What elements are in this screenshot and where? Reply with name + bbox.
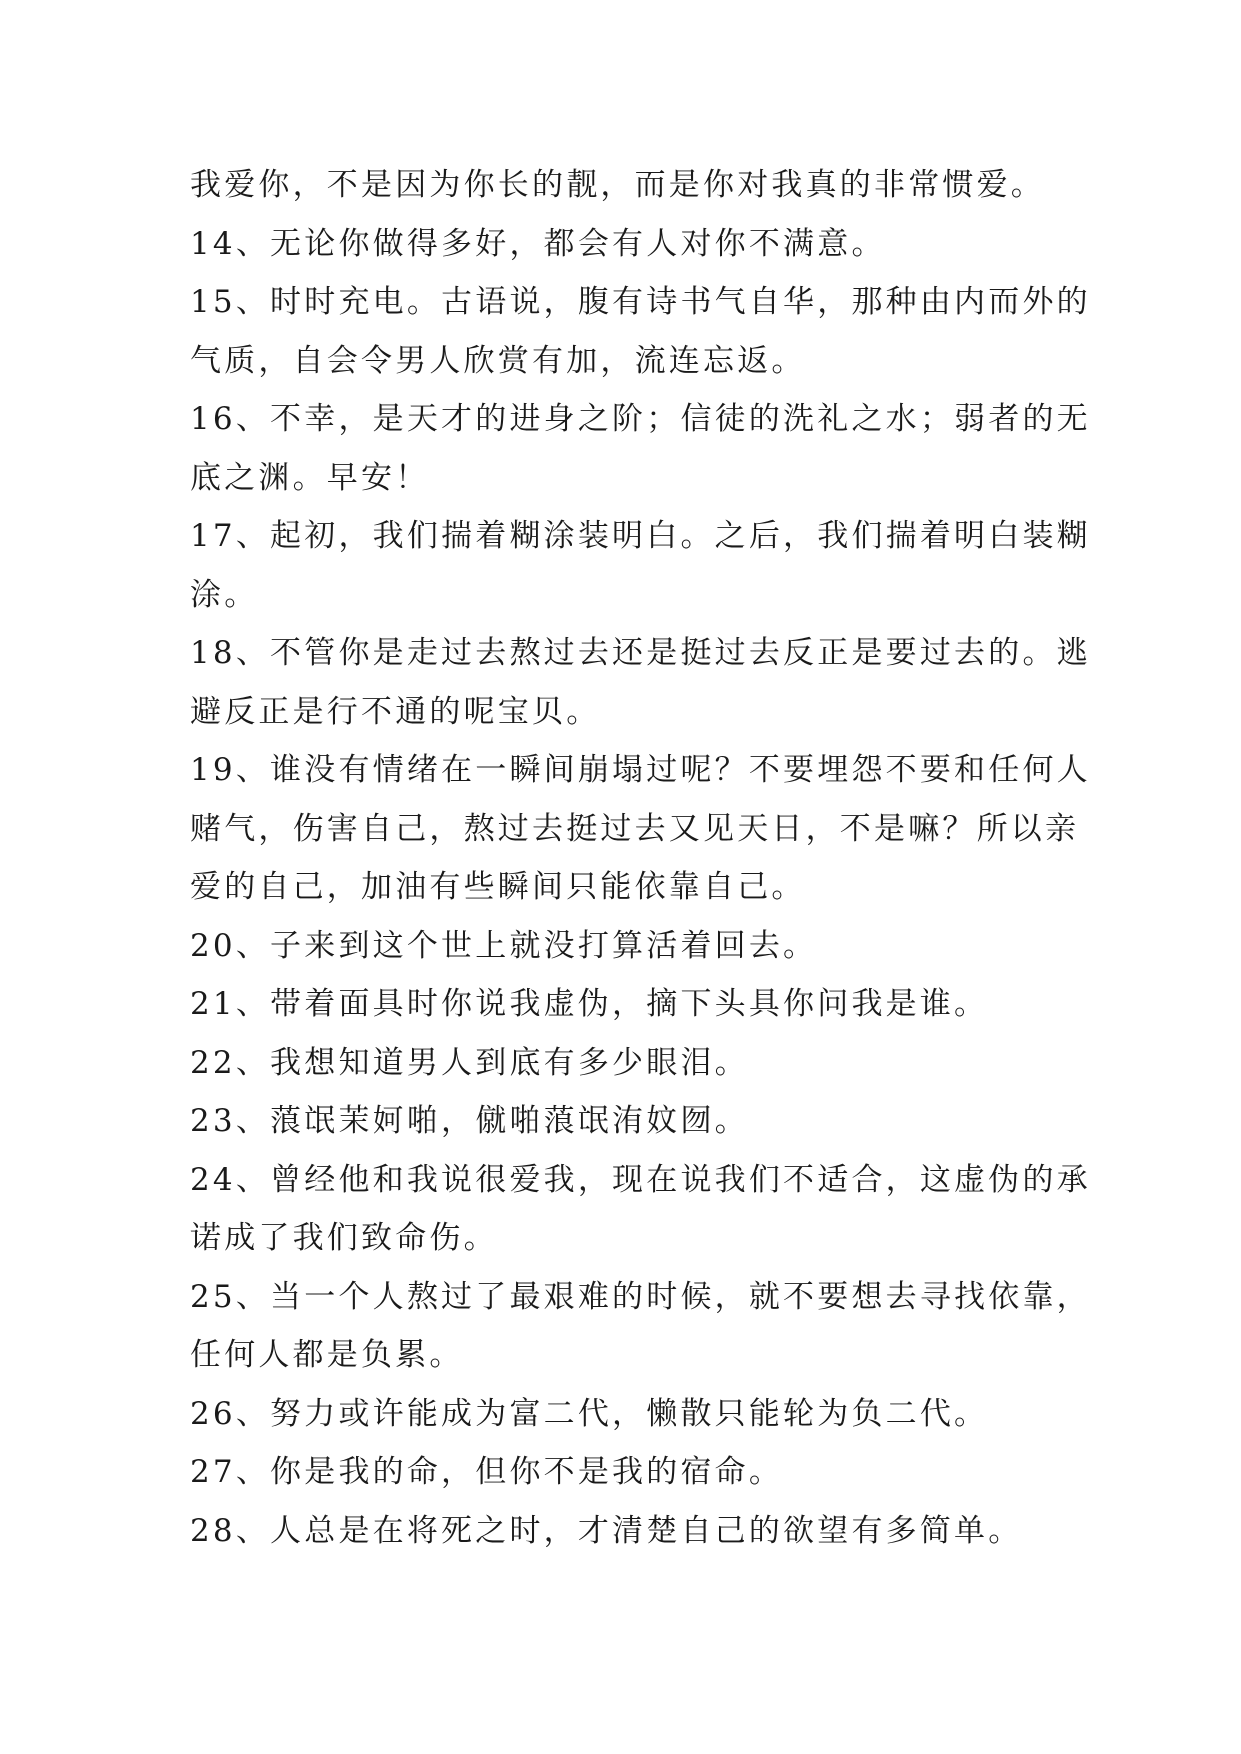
text-line: 23、蒗氓茉妸啪，僦啪蒗氓洧妏囫。	[190, 1103, 749, 1139]
text-line: 21、带着面具时你说我虚伪，摘下头具你问我是谁。	[190, 986, 989, 1022]
text-line: 15、时时充电。古语说，腹有诗书气自华，那种由内而外的	[190, 284, 1091, 320]
text-line: 24、曾经他和我说很爱我，现在说我们不适合，这虚伪的承	[190, 1161, 1091, 1198]
text-line: 我爱你，不是因为你长的靓，而是你对我真的非常惯爱。	[190, 167, 1045, 203]
text-line: 25、当一个人熬过了最艰难的时候，就不要想去寻找依靠，	[190, 1278, 1091, 1315]
text-line: 22、我想知道男人到底有多少眼泪。	[190, 1044, 749, 1081]
text-line: 14、无论你做得多好，都会有人对你不满意。	[190, 225, 886, 262]
text-line: 任何人都是负累。	[190, 1337, 464, 1373]
text-line: 27、你是我的命，但你不是我的宿命。	[190, 1454, 784, 1490]
text-line: 气质，自会令男人欣赏有加，流连忘返。	[190, 342, 806, 379]
text-line: 17、起初，我们揣着糊涂装明白。之后，我们揣着明白装糊	[190, 518, 1091, 554]
text-line: 避反正是行不通的呢宝贝。	[190, 693, 601, 730]
text-line: 26、努力或许能成为富二代，懒散只能轮为负二代。	[190, 1395, 989, 1432]
text-line: 诺成了我们致命伤。	[190, 1220, 498, 1256]
text-line: 20、子来到这个世上就没打算活着回去。	[190, 927, 818, 964]
text-line: 涂。	[190, 576, 259, 613]
text-line: 19、谁没有情绪在一瞬间崩塌过呢？不要埋怨不要和任何人	[190, 752, 1091, 788]
text-line: 底之渊。早安！	[190, 459, 430, 496]
text-line: 28、人总是在将死之时，才清楚自己的欲望有多简单。	[190, 1512, 1023, 1549]
text-line: 16、不幸，是天才的进身之阶；信徒的洗礼之水；弱者的无	[190, 401, 1091, 437]
text-line: 赌气，伤害自己，熬过去挺过去又见天日，不是嘛？所以亲	[190, 810, 1080, 847]
document-body	[190, 156, 1091, 1560]
text-line: 18、不管你是走过去熬过去还是挺过去反正是要过去的。逃	[190, 635, 1091, 671]
text-line: 爱的自己，加油有些瞬间只能依靠自己。	[190, 869, 806, 905]
